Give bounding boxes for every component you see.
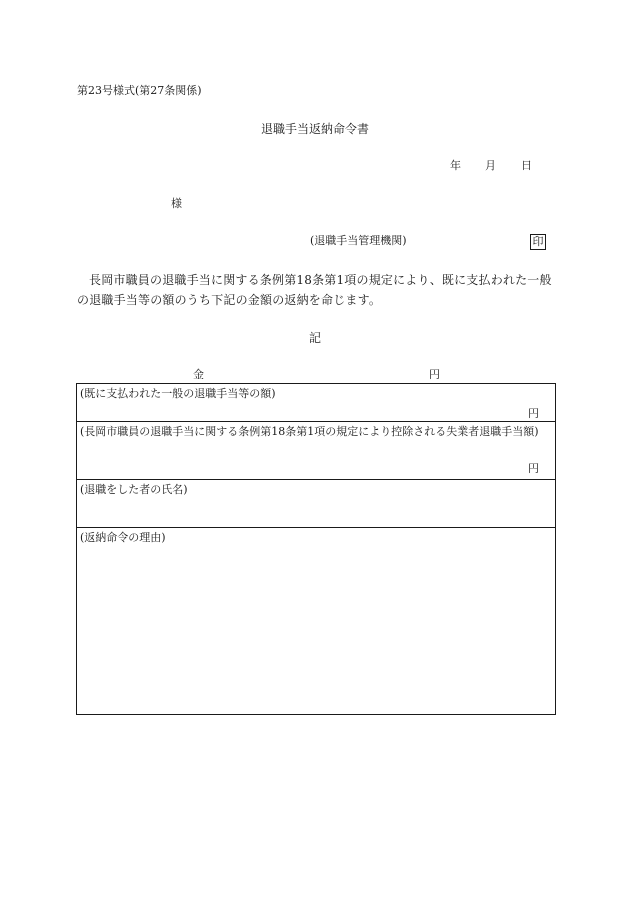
seal-mark: 印 (530, 234, 546, 250)
row-unit: 円 (528, 407, 539, 420)
table-row-paid-amount (77, 384, 555, 422)
row-label: (返納命令の理由) (80, 531, 166, 544)
date-year-label: 年 (450, 159, 461, 172)
table-row-reason (77, 528, 555, 714)
form-number: 第23号様式(第27条関係) (77, 84, 202, 97)
document-title: 退職手当返納命令書 (260, 122, 369, 136)
row-label: (既に支払われた一般の退職手当等の額) (80, 387, 276, 400)
recipient-honorific: 様 (171, 197, 182, 210)
order-body-text: 長岡市職員の退職手当に関する条例第18条第1項の規定により、既に支払われた一般の退職手当等の額のうち下記の金額の返納を命じます。 (77, 273, 552, 307)
amount-unit: 円 (429, 368, 440, 381)
row-unit: 円 (528, 462, 539, 475)
issuer-name: (退職手当管理機関) (310, 234, 407, 247)
table-row-deducted-amount (77, 422, 555, 480)
details-table (76, 383, 556, 715)
ki-heading: 記 (308, 331, 321, 345)
table-row-retiree-name (77, 480, 555, 528)
amount-label: 金 (193, 368, 204, 381)
row-label: (長岡市職員の退職手当に関する条例第18条第1項の規定により控除される失業者退職手当額) (80, 425, 539, 438)
date-day-label: 日 (521, 159, 532, 172)
date-month-label: 月 (485, 159, 496, 172)
row-label: (退職をした者の氏名) (80, 483, 188, 496)
